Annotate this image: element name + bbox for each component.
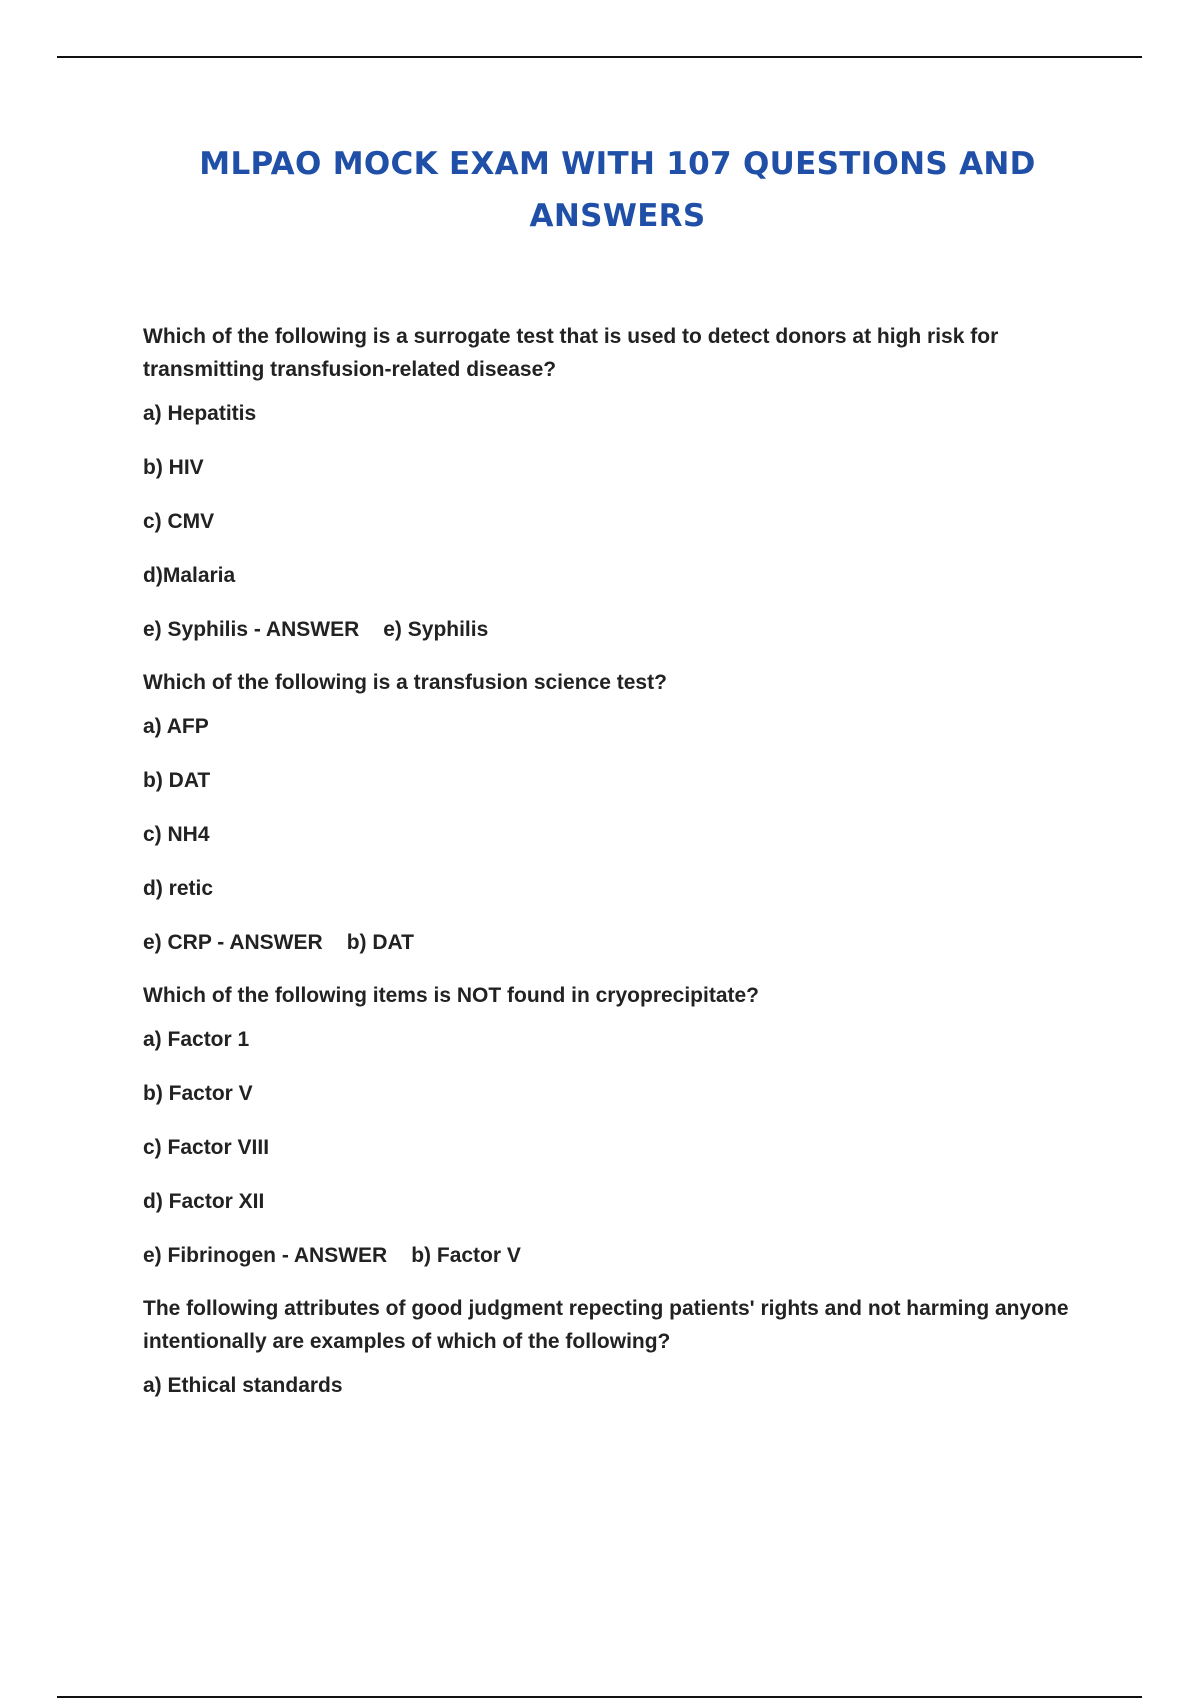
question-text: Which of the following is a surrogate test that is used to detect donors at high risk for transmitting transfusion-related disease? <box>143 325 999 381</box>
option-b: b) DAT <box>143 769 211 792</box>
option-d: d)Malaria <box>143 564 236 587</box>
option-a: a) Hepatitis <box>143 402 257 425</box>
option-e: e) Syphilis - ANSWER <box>143 618 360 641</box>
option-a: a) AFP <box>143 715 209 738</box>
option-e: e) Fibrinogen - ANSWER <box>143 1244 388 1267</box>
question-list <box>143 320 1103 1426</box>
document-title <box>0 138 1200 242</box>
question-block <box>143 320 1103 644</box>
answer-value: b) DAT <box>346 931 414 954</box>
bottom-rule <box>57 1696 1142 1698</box>
question-text: The following attributes of good judgment repecting patients' rights and not harming anyone intentionally are examples of which of the following? <box>143 1297 1069 1353</box>
answer-line <box>143 929 1103 957</box>
question-text: Which of the following items is NOT found in cryoprecipitate? <box>143 984 760 1007</box>
top-rule <box>57 56 1142 58</box>
title-line-1: MLPAO MOCK EXAM WITH 107 QUESTIONS AND <box>199 146 1036 182</box>
answer-line <box>143 1242 1103 1270</box>
option-d: d) retic <box>143 877 214 900</box>
answer-value: e) Syphilis <box>383 618 489 641</box>
option-e: e) CRP - ANSWER <box>143 931 323 954</box>
option-a: a) Ethical standards <box>143 1374 343 1397</box>
option-d: d) Factor XII <box>143 1190 265 1213</box>
option-b: b) HIV <box>143 456 204 479</box>
title-line-2: ANSWERS <box>529 198 706 234</box>
question-block <box>143 979 1103 1270</box>
option-a: a) Factor 1 <box>143 1028 250 1051</box>
answer-value: b) Factor V <box>411 1244 521 1267</box>
option-b: b) Factor V <box>143 1082 253 1105</box>
option-c: c) Factor VIII <box>143 1136 270 1159</box>
question-block <box>143 666 1103 957</box>
option-c: c) CMV <box>143 510 215 533</box>
option-c: c) NH4 <box>143 823 210 846</box>
question-block <box>143 1292 1103 1400</box>
answer-line <box>143 616 1103 644</box>
question-text: Which of the following is a transfusion science test? <box>143 671 667 694</box>
